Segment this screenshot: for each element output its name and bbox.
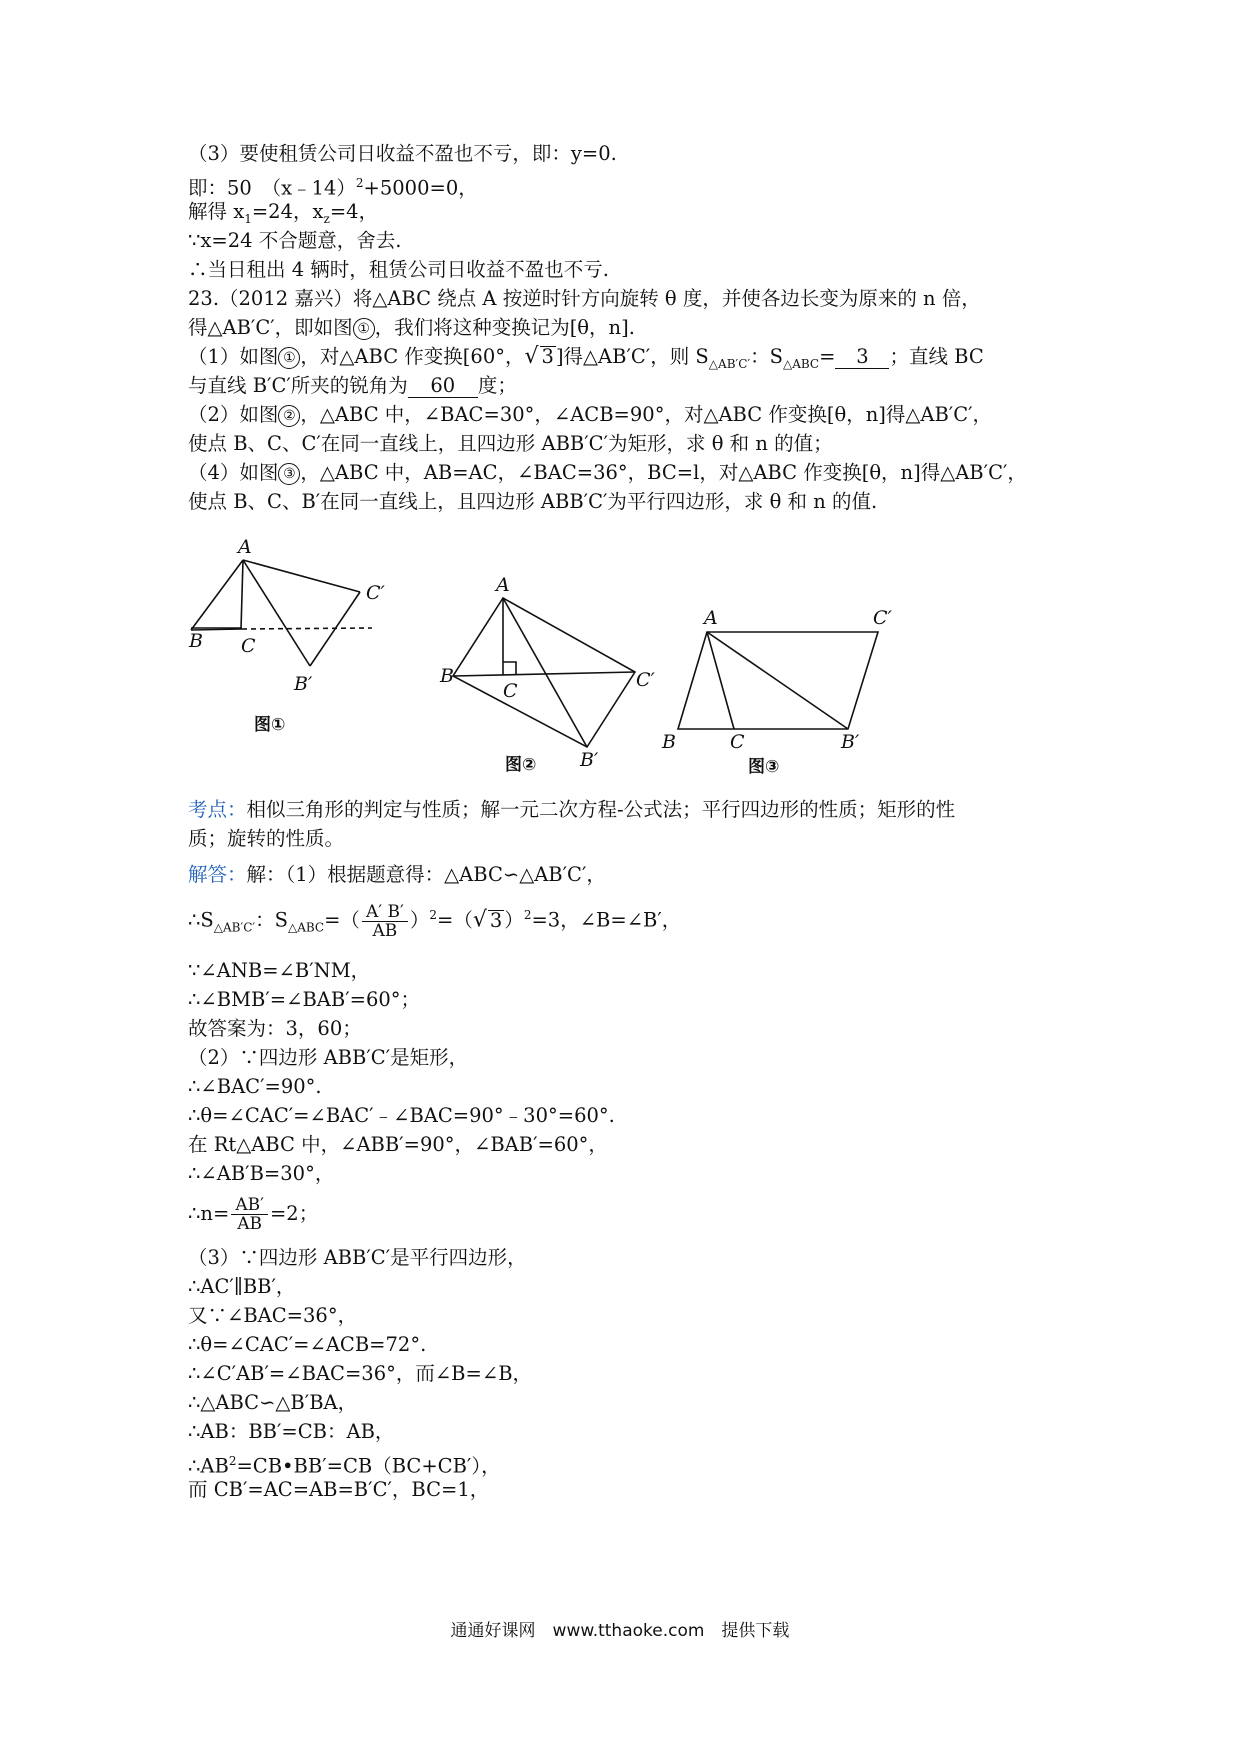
text-line: （2）∵四边形 ABB′C′是矩形，: [188, 1046, 469, 1069]
text-line: ∴θ=∠CAC′=∠BAC′﹣∠BAC=90°﹣30°=60°.: [188, 1104, 615, 1127]
text-line: ∴∠AB′B=30°，: [188, 1162, 335, 1185]
text-line: ∴θ=∠CAC′=∠ACB=72°.: [188, 1333, 427, 1356]
figure-2: [453, 598, 635, 747]
text-line: 故答案为：3，60；: [188, 1017, 362, 1040]
f3-label-b-prime: B′: [841, 731, 860, 753]
text-line: ∴∠BMB′=∠BAB′=60°；: [188, 988, 421, 1011]
denominator: AB: [237, 1214, 263, 1234]
equation-line: [188, 1448, 501, 1480]
text-line: ∵∠ANB=∠B′NM，: [188, 959, 371, 982]
text-line: ∴AB：BB′=CB：AB，: [188, 1420, 395, 1443]
text: 相似三角形的判定与性质；解一元二次方程-公式法；平行四边形的性质；矩形的性: [246, 798, 956, 821]
text-line: ∵x=24 不合题意，舍去.: [188, 229, 402, 252]
text: 度；: [477, 374, 517, 397]
key-point-line2: 质；旋转的性质。: [188, 827, 345, 850]
text: =（: [324, 908, 360, 932]
text: ：S: [255, 908, 288, 932]
subscript: △AB′C′: [708, 356, 751, 371]
text: 即：50 （x﹣14）: [188, 176, 356, 200]
f3-label-c-prime: C′: [873, 607, 892, 629]
text: （2）如图: [188, 403, 279, 426]
subscript: z: [323, 211, 330, 226]
circled-number-3: ③: [278, 463, 300, 485]
text: （1）如图: [188, 345, 279, 368]
text: ∴n=: [188, 1202, 230, 1225]
answer-blank: 3: [835, 346, 889, 369]
answer-line: [188, 862, 606, 888]
f2-label-a: A: [496, 574, 510, 596]
subscript: △ABC: [783, 356, 820, 371]
subscript: 1: [244, 211, 252, 226]
answer-blank: 60: [408, 375, 478, 398]
text: 解得 x: [188, 200, 245, 223]
superscript: 2: [228, 1454, 237, 1468]
f1-label-c-prime: C′: [366, 582, 385, 604]
text: ：S: [750, 345, 783, 368]
f2-label-b-prime: B′: [580, 749, 599, 771]
text: =CB•BB′=CB（BC+CB′），: [236, 1454, 501, 1478]
text: 解：（1）根据题意得：△ABC∽△AB′C′，: [246, 863, 606, 886]
text-line: （3）要使租赁公司日收益不盈也不亏，即：y=0.: [188, 142, 617, 165]
f1-label-b: B: [189, 630, 203, 652]
text: 与直线 B′C′所夹的锐角为: [188, 374, 408, 397]
f3-caption: 图③: [748, 757, 780, 777]
text: ）: [504, 908, 524, 932]
text: ，我们将这种变换记为[θ，n].: [374, 316, 635, 339]
text-line: 而 CB′=AC=AB=B′C′，BC=1，: [188, 1478, 490, 1501]
f1-label-c: C: [241, 635, 256, 657]
f3-label-c: C: [730, 731, 745, 753]
f2-label-c-prime: C′: [636, 669, 655, 691]
circled-number-2: ②: [278, 405, 300, 427]
text: ，△ABC 中，AB=AC，∠BAC=36°，BC=l，对△ABC 作变换[θ，n]得△AB′C′，: [300, 461, 1027, 484]
text-line: （3）∵四边形 ABB′C′是平行四边形，: [188, 1246, 527, 1269]
circled-number-1: ①: [278, 347, 300, 369]
text: ，△ABC 中，∠BAC=30°，∠ACB=90°，对△ABC 作变换[θ，n]得△AB′C′，: [300, 403, 993, 426]
text: ]得△AB′C′，则 S: [555, 345, 709, 368]
f3-label-b: B: [662, 731, 676, 753]
text: +5000=0，: [363, 176, 478, 200]
text-line: 在 Rt△ABC 中，∠ABB′=90°，∠BAB′=60°，: [188, 1133, 608, 1156]
superscript: 2: [523, 908, 532, 922]
circled-number-1: ①: [353, 318, 375, 340]
superscript: 2: [429, 908, 437, 922]
text: （4）如图: [188, 461, 279, 484]
sqrt-sign: √: [524, 344, 539, 369]
text: ∴S: [188, 908, 214, 932]
n-fraction-line: [188, 1196, 318, 1233]
text: =（: [437, 908, 473, 932]
text: =: [819, 345, 836, 368]
radicand: 3: [489, 908, 503, 932]
sqrt-sign: √: [472, 907, 487, 933]
numerator: AB′: [231, 1196, 268, 1215]
key-point-line1: [188, 797, 955, 823]
figure-1: [191, 560, 372, 666]
text-line: ∴当日租出 4 辆时，租赁公司日收益不盈也不亏.: [188, 258, 610, 281]
part-2-line2: 使点 B、C、C′在同一直线上，且四边形 ABB′C′为矩形，求 θ 和 n 的值；: [188, 432, 833, 455]
f1-label-a: A: [238, 536, 252, 558]
question-23-line1: 23.（2012 嘉兴）将△ABC 绕点 A 按逆时针方向旋转 θ 度，并使各边长变为原来的 n 倍，: [188, 287, 981, 310]
text: ，对△ABC 作变换[60°，: [300, 345, 525, 368]
numerator: A′ B′: [362, 903, 408, 922]
text: =3，∠B=∠B′，: [531, 908, 682, 932]
fraction: [231, 1196, 268, 1233]
radicand: 3: [541, 345, 554, 368]
f1-caption: 图①: [254, 715, 286, 735]
f1-label-b-prime: B′: [294, 673, 313, 695]
superscript: 2: [355, 176, 364, 190]
f2-label-b: B: [440, 665, 454, 687]
subscript: △AB′C′: [213, 920, 256, 935]
text: 得△AB′C′，即如图: [188, 316, 353, 339]
text: ∴AB: [188, 1454, 229, 1478]
part-4-line2: 使点 B、C、B′在同一直线上，且四边形 ABB′C′为平行四边形，求 θ 和 n 的值.: [188, 490, 878, 513]
solution-fraction-line: [188, 902, 681, 940]
fraction: [362, 903, 408, 940]
text: ；直线 BC: [889, 345, 984, 368]
text-line: ∴△ABC∽△B′BA，: [188, 1391, 358, 1414]
denominator: AB: [372, 920, 398, 941]
text: =24，x: [251, 200, 324, 223]
text: =2；: [269, 1202, 319, 1225]
text-line: ∴∠BAC′=90°.: [188, 1075, 322, 1098]
key-point-label: 考点：: [188, 798, 247, 821]
subscript: △ABC: [287, 920, 325, 935]
text: =4，: [329, 200, 379, 223]
f2-caption: 图②: [505, 755, 537, 775]
text-line: ∴∠C′AB′=∠BAC=36°，而∠B=∠B，: [188, 1362, 533, 1385]
text: ）: [409, 908, 430, 932]
figure-3: [678, 632, 878, 729]
text-line: 又∵∠BAC=36°，: [188, 1304, 358, 1327]
answer-label: 解答：: [188, 863, 247, 886]
f3-label-a: A: [704, 607, 718, 629]
text-line: ∴AC′∥BB′，: [188, 1275, 296, 1298]
page-footer: 通通好课网 www.tthaoke.com 提供下载: [450, 1621, 790, 1641]
f2-label-c: C: [503, 680, 518, 702]
